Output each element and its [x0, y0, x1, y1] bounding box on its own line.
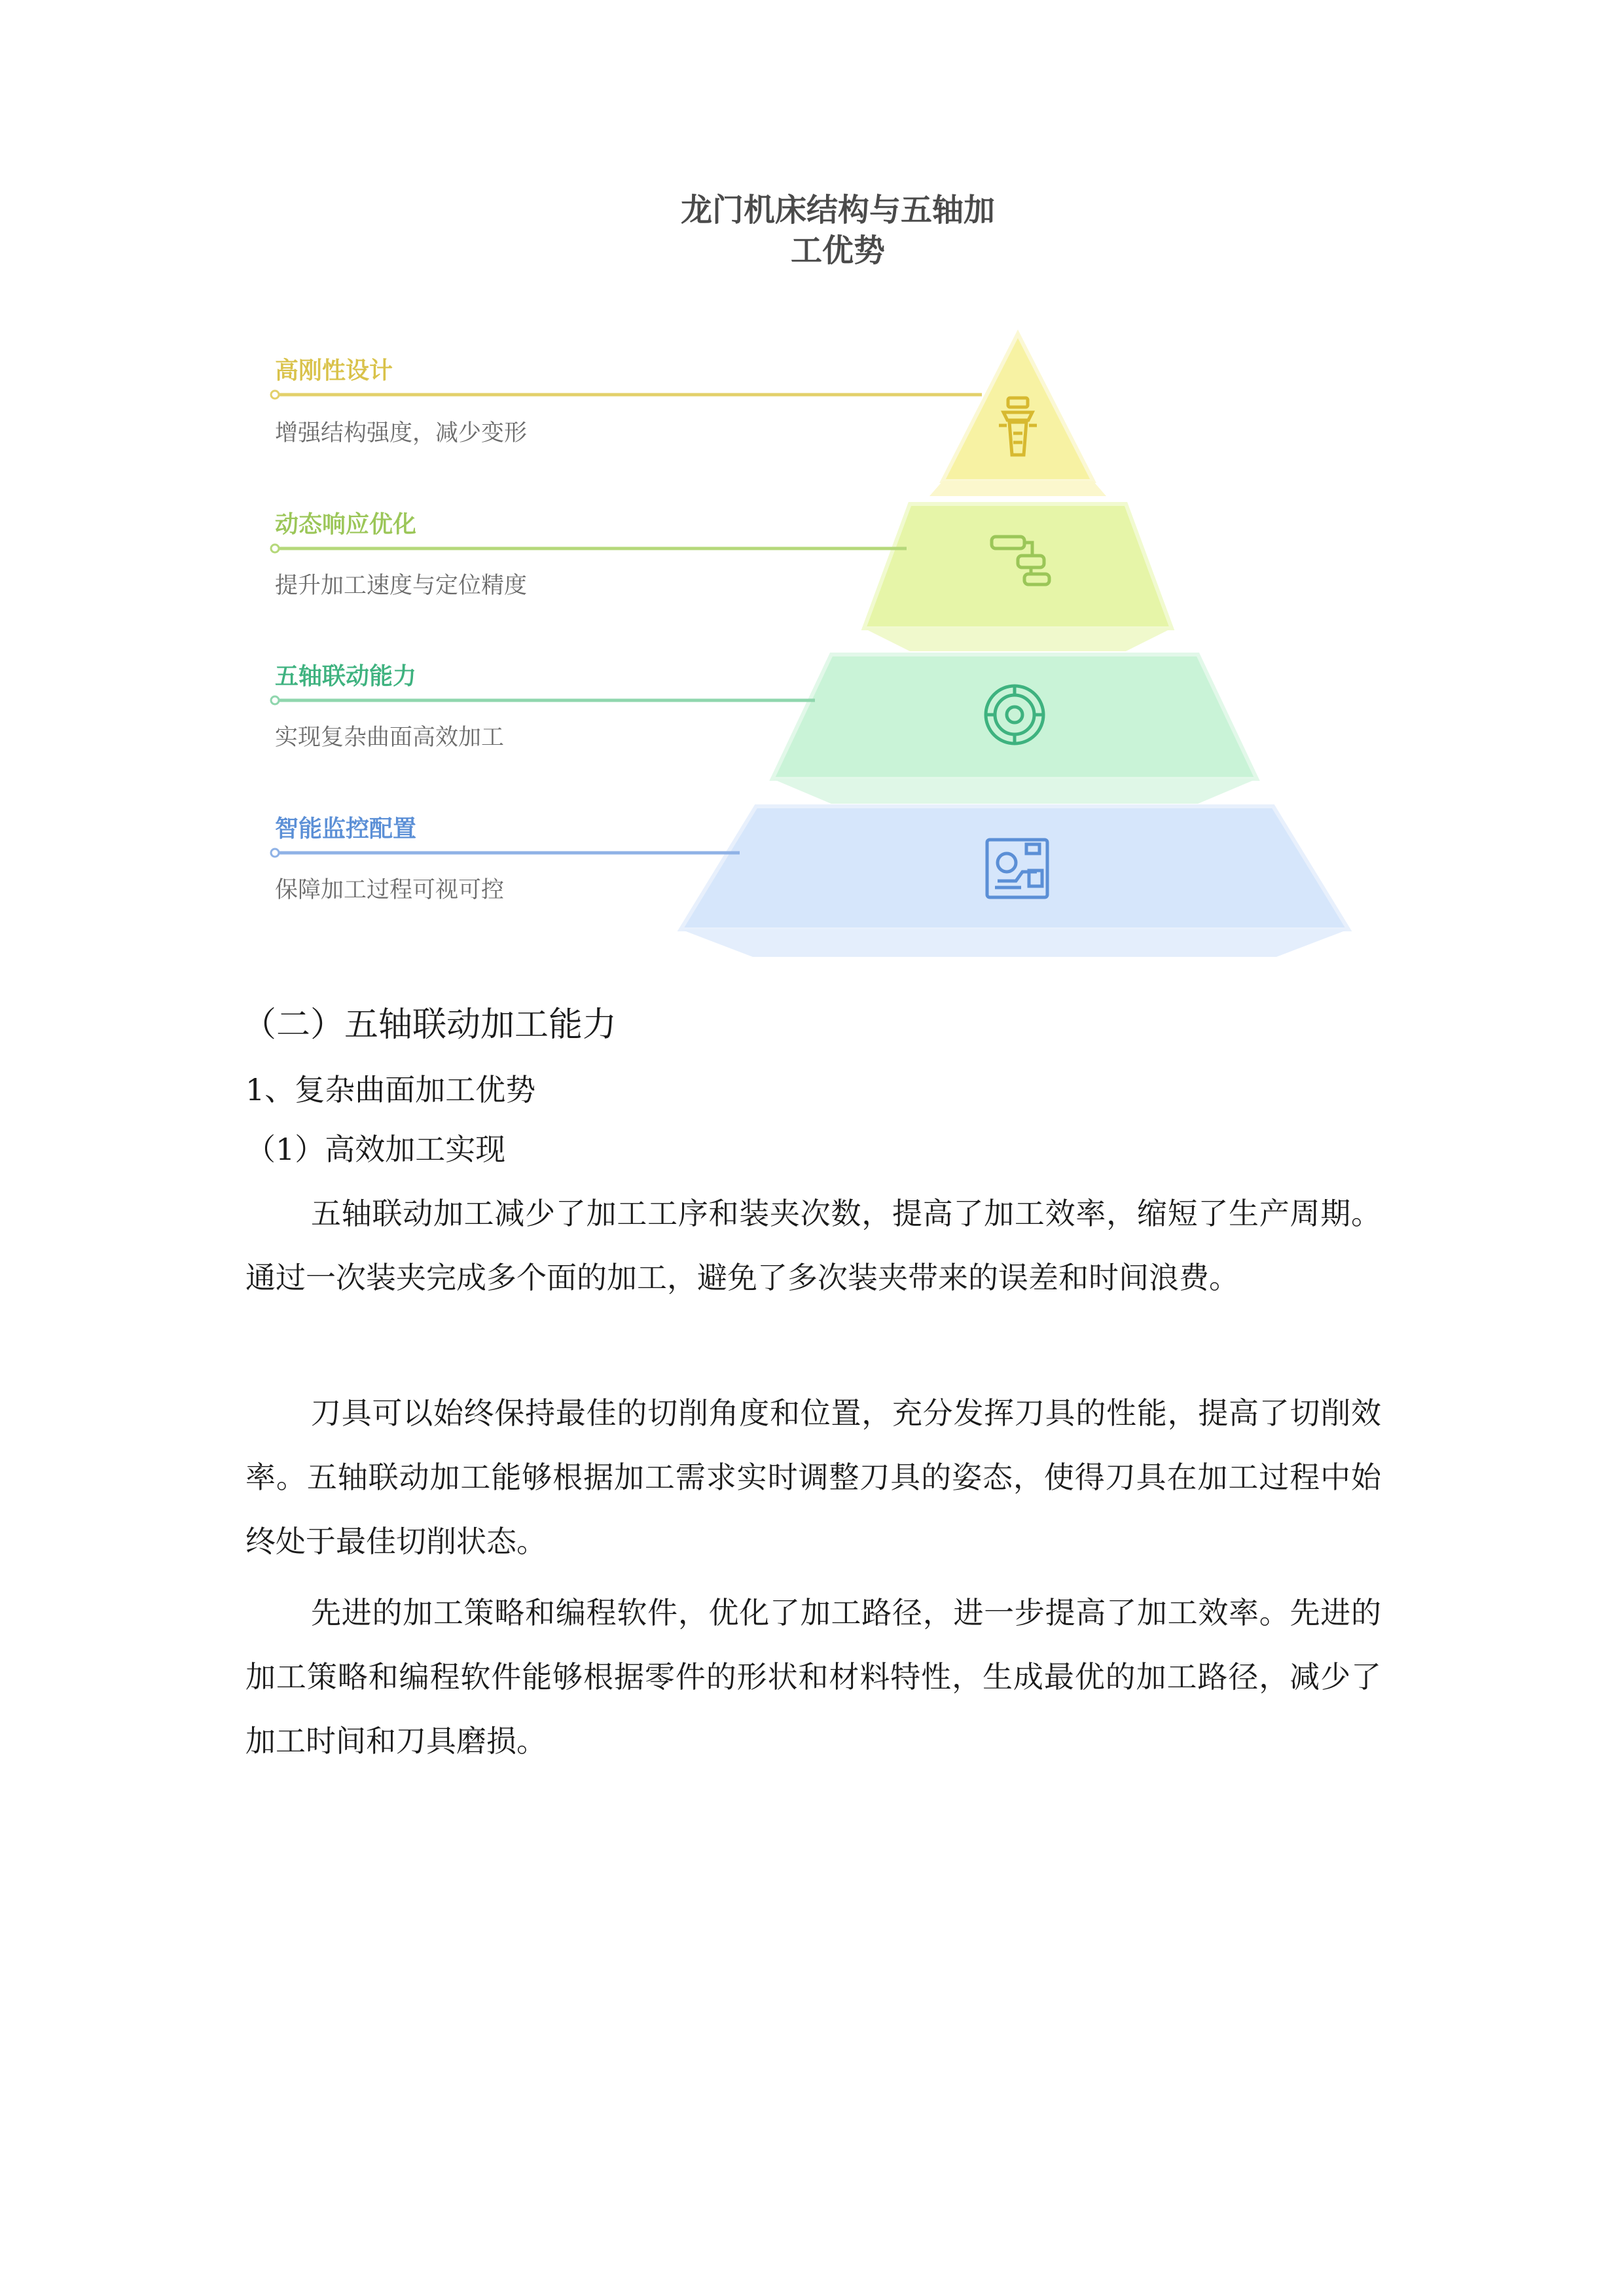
level-4-name: 智能监控配置 — [275, 816, 417, 842]
diagram-title-line2: 工优势 — [790, 232, 885, 269]
level-3-name: 五轴联动能力 — [275, 663, 417, 690]
level-2-name: 动态响应优化 — [275, 511, 417, 538]
level-3-desc: 实现复杂曲面高效加工 — [275, 725, 505, 751]
paragraph-3: 先进的加工策略和编程软件，优化了加工路径，进一步提高了加工效率。先进的加工策略和编程软件能够根据零件的形状和材料特性，生成最优的加工路径，减少了加工时间和刀具磨损。 — [245, 1595, 1381, 1759]
sub-subsection-heading: （1）高效加工实现 — [245, 1132, 506, 1167]
level-2-desc: 提升加工速度与定位精度 — [275, 573, 528, 599]
level-4-desc: 保障加工过程可视可控 — [275, 877, 505, 903]
paragraph-1: 五轴联动加工减少了加工工序和装夹次数，提高了加工效率，缩短了生产周期。通过一次装夹完成多个面的加工，避免了多次装夹带来的误差和时间浪费。 — [245, 1196, 1381, 1295]
diagram-title-line1: 龙门机床结构与五轴加 — [680, 192, 995, 228]
section-heading: （二）五轴联动加工能力 — [242, 1005, 617, 1045]
level-1-desc: 增强结构强度，减少变形 — [275, 420, 528, 446]
paragraph-2: 刀具可以始终保持最佳的切削角度和位置，充分发挥刀具的性能，提高了切削效率。五轴联动加工能够根据加工需求实时调整刀具的姿态，使得刀具在加工过程中始终处于最佳切削状态。 — [245, 1395, 1381, 1559]
level-1-name: 高刚性设计 — [275, 357, 393, 384]
subsection-heading: 1、复杂曲面加工优势 — [245, 1072, 536, 1107]
pyramid-diagram — [0, 0, 1624, 982]
pyramid-level-1 — [271, 334, 1106, 496]
